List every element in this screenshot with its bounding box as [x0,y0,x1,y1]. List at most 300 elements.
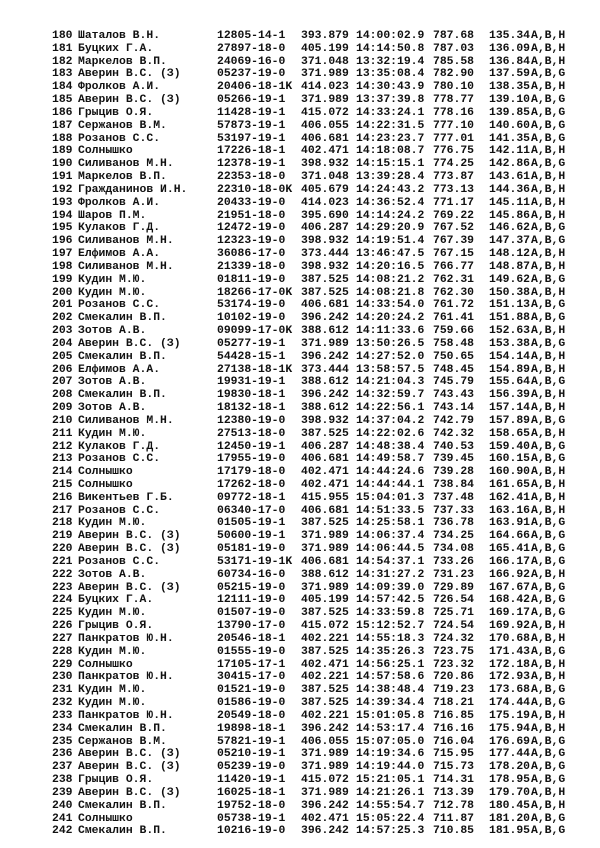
speed-value: 724.54 [433,620,475,633]
speed-value: 737.33 [433,504,475,517]
points-value: 154.14 [489,350,531,363]
fancier-name: Елфимов А.А. [78,248,161,261]
ring-number: 53174-19-0 [217,299,286,312]
distance-km: 371.989 [301,761,349,774]
speed-value: 776.75 [433,145,475,158]
speed-value: 777.10 [433,119,475,132]
group-codes: A,B,G [531,543,566,556]
distance-km: 373.444 [301,363,349,376]
ring-number: 27897-18-0 [217,42,286,55]
points-value: 145.86 [489,209,531,222]
speed-value: 715.95 [433,748,475,761]
points-value: 165.41 [489,543,531,556]
group-codes: A,B,G [531,273,566,286]
distance-km: 371.989 [301,68,349,81]
points-value: 181.95 [489,825,531,838]
result-row [52,351,592,364]
speed-value: 762.30 [433,286,475,299]
points-value: 173.68 [489,684,531,697]
group-codes: A,B,H [531,81,566,94]
speed-value: 711.87 [433,812,475,825]
distance-km: 402.221 [301,709,349,722]
ring-number: 20433-19-0 [217,196,286,209]
distance-km: 396.242 [301,799,349,812]
result-row [52,813,592,826]
results-list [52,30,592,838]
place-number: 203 [52,325,73,338]
result-row [52,428,592,441]
group-codes: A,B,G [531,132,566,145]
points-value: 139.85 [489,106,531,119]
fancier-name: Фролков А.И. [78,81,161,94]
distance-km: 387.525 [301,684,349,697]
points-value: 174.44 [489,697,531,710]
result-row [52,569,592,582]
place-number: 218 [52,517,73,530]
group-codes: A,B,H [531,389,566,402]
fancier-name: Зотов А.В. [78,402,147,415]
result-row [52,543,592,556]
speed-value: 778.16 [433,106,475,119]
speed-value: 773.87 [433,171,475,184]
result-row [52,466,592,479]
fancier-name: Силиванов М.Н. [78,158,174,171]
speed-value: 726.54 [433,594,475,607]
distance-km: 387.525 [301,697,349,710]
result-row [52,56,592,69]
result-row [52,338,592,351]
ring-number: 57821-19-1 [217,735,286,748]
result-row [52,287,592,300]
speed-value: 780.10 [433,81,475,94]
fancier-name: Аверин В.С. (З) [78,761,181,774]
place-number: 198 [52,260,73,273]
points-value: 178.95 [489,774,531,787]
points-value: 172.93 [489,671,531,684]
ring-number: 53197-19-1 [217,132,286,145]
place-number: 180 [52,30,73,42]
ring-number: 27138-18-1K [217,363,293,376]
arrival-time: 14:21:26.1 [356,786,425,799]
fancier-name: Силиванов М.Н. [78,414,174,427]
place-number: 194 [52,209,73,222]
points-value: 148.12 [489,248,531,261]
speed-value: 767.15 [433,248,475,261]
distance-km: 393.879 [301,30,349,42]
points-value: 151.13 [489,299,531,312]
arrival-time: 13:46:47.5 [356,248,425,261]
fancier-name: Грыцив О.Я. [78,106,154,119]
result-row [52,607,592,620]
ring-number: 24069-16-0 [217,55,286,68]
place-number: 187 [52,119,73,132]
result-row [52,633,592,646]
group-codes: A,B,H [531,466,566,479]
points-value: 175.19 [489,709,531,722]
group-codes: A,B,H [531,722,566,735]
points-value: 137.59 [489,68,531,81]
arrival-time: 15:04:01.3 [356,491,425,504]
ring-number: 54428-15-1 [217,350,286,363]
fancier-name: Кудин М.Ю. [78,273,147,286]
speed-value: 742.32 [433,427,475,440]
arrival-time: 14:19:34.6 [356,748,425,761]
fancier-name: Маркелов В.П. [78,171,167,184]
distance-km: 396.242 [301,389,349,402]
distance-km: 402.471 [301,658,349,671]
points-value: 151.88 [489,312,531,325]
group-codes: A,B,H [531,183,566,196]
result-row [52,800,592,813]
fancier-name: Солнышко [78,658,133,671]
points-value: 142.11 [489,145,531,158]
arrival-time: 14:57:58.6 [356,671,425,684]
arrival-time: 14:57:25.3 [356,825,425,838]
result-row [52,312,592,325]
fancier-name: Солнышко [78,478,133,491]
group-codes: A,B,H [531,325,566,338]
fancier-name: Панкратов Ю.Н. [78,671,174,684]
result-row [52,453,592,466]
fancier-name: Аверин В.С. (З) [78,786,181,799]
fancier-name: Смекалин В.П. [78,722,167,735]
fancier-name: Буцких Г.А. [78,594,154,607]
fancier-name: Маркелов В.П. [78,55,167,68]
speed-value: 715.73 [433,761,475,774]
group-codes: A,B,G [531,376,566,389]
place-number: 210 [52,414,73,427]
place-number: 189 [52,145,73,158]
ring-number: 09772-18-1 [217,491,286,504]
place-number: 228 [52,645,73,658]
arrival-time: 14:19:51.4 [356,235,425,248]
ring-number: 21951-18-0 [217,209,286,222]
arrival-time: 15:07:05.0 [356,735,425,748]
place-number: 230 [52,671,73,684]
group-codes: A,B,G [531,697,566,710]
speed-value: 762.31 [433,273,475,286]
arrival-time: 14:57:42.5 [356,594,425,607]
ring-number: 16025-18-1 [217,786,286,799]
speed-value: 787.68 [433,30,475,42]
ring-number: 12323-19-0 [217,235,286,248]
arrival-time: 14:24:43.2 [356,183,425,196]
group-codes: A,B,G [531,414,566,427]
arrival-time: 14:08:21.2 [356,273,425,286]
place-number: 225 [52,607,73,620]
distance-km: 396.242 [301,825,349,838]
distance-km: 388.612 [301,376,349,389]
distance-km: 402.221 [301,632,349,645]
fancier-name: Кудин М.Ю. [78,684,147,697]
result-row [52,659,592,672]
place-number: 209 [52,402,73,415]
arrival-time: 14:19:44.0 [356,761,425,774]
result-row [52,530,592,543]
arrival-time: 14:22:02.6 [356,427,425,440]
ring-number: 17105-17-1 [217,658,286,671]
points-value: 169.17 [489,607,531,620]
place-number: 192 [52,183,73,196]
ring-number: 36086-17-0 [217,248,286,261]
speed-value: 766.77 [433,260,475,273]
fancier-name: Кудин М.Ю. [78,427,147,440]
group-codes: A,B,G [531,530,566,543]
place-number: 201 [52,299,73,312]
ring-number: 27513-18-0 [217,427,286,440]
points-value: 141.35 [489,132,531,145]
result-row [52,825,592,838]
place-number: 205 [52,350,73,363]
place-number: 238 [52,774,73,787]
result-row [52,133,592,146]
place-number: 219 [52,530,73,543]
points-value: 140.60 [489,119,531,132]
fancier-name: Смекалин В.П. [78,312,167,325]
speed-value: 724.32 [433,632,475,645]
result-row [52,235,592,248]
arrival-time: 15:01:05.8 [356,709,425,722]
fancier-name: Аверин В.С. (З) [78,337,181,350]
place-number: 199 [52,273,73,286]
arrival-time: 14:20:24.2 [356,312,425,325]
place-number: 232 [52,697,73,710]
points-value: 139.10 [489,94,531,107]
fancier-name: Розанов С.С. [78,504,161,517]
arrival-time: 14:23:23.7 [356,132,425,145]
points-value: 176.69 [489,735,531,748]
ring-number: 01811-19-0 [217,273,286,286]
fancier-name: Аверин В.С. (З) [78,543,181,556]
group-codes: A,B,H [531,671,566,684]
fancier-name: Буцких Г.А. [78,42,154,55]
distance-km: 371.989 [301,543,349,556]
group-codes: A,B,G [531,453,566,466]
ring-number: 05181-19-0 [217,543,286,556]
group-codes: A,B,G [531,158,566,171]
ring-number: 17262-18-0 [217,478,286,491]
arrival-time: 14:44:24.6 [356,466,425,479]
place-number: 229 [52,658,73,671]
place-number: 214 [52,466,73,479]
ring-number: 05239-19-0 [217,761,286,774]
arrival-time: 14:35:26.3 [356,645,425,658]
group-codes: A,B,H [531,620,566,633]
group-codes: A,B,H [531,402,566,415]
points-value: 167.67 [489,581,531,594]
group-codes: A,B,H [531,658,566,671]
points-value: 177.44 [489,748,531,761]
group-codes: A,B,H [531,260,566,273]
points-value: 168.42 [489,594,531,607]
speed-value: 778.77 [433,94,475,107]
speed-value: 787.03 [433,42,475,55]
points-value: 163.91 [489,517,531,530]
distance-km: 402.221 [301,671,349,684]
fancier-name: Кудин М.Ю. [78,517,147,530]
ring-number: 17179-18-0 [217,466,286,479]
speed-value: 773.13 [433,183,475,196]
result-row [52,761,592,774]
distance-km: 398.932 [301,158,349,171]
fancier-name: Зотов А.В. [78,325,147,338]
result-row [52,517,592,530]
fancier-name: Розанов С.С. [78,555,161,568]
fancier-name: Смекалин В.П. [78,350,167,363]
ring-number: 17226-18-1 [217,145,286,158]
group-codes: A,B,H [531,171,566,184]
fancier-name: Сержанов В.М. [78,735,167,748]
fancier-name: Кудин М.Ю. [78,645,147,658]
arrival-time: 14:27:52.0 [356,350,425,363]
distance-km: 406.055 [301,119,349,132]
ring-number: 60734-16-0 [217,568,286,581]
speed-value: 759.66 [433,325,475,338]
points-value: 144.36 [489,183,531,196]
fancier-name: Елфимов А.А. [78,363,161,376]
arrival-time: 14:09:39.0 [356,581,425,594]
fancier-name: Панкратов Ю.Н. [78,632,174,645]
points-value: 163.16 [489,504,531,517]
place-number: 226 [52,620,73,633]
speed-value: 737.48 [433,491,475,504]
group-codes: A,B,G [531,812,566,825]
place-number: 204 [52,337,73,350]
group-codes: A,B,H [531,478,566,491]
points-value: 149.62 [489,273,531,286]
distance-km: 371.989 [301,337,349,350]
distance-km: 371.989 [301,94,349,107]
place-number: 224 [52,594,73,607]
arrival-time: 14:54:37.1 [356,555,425,568]
arrival-time: 14:39:34.4 [356,697,425,710]
speed-value: 777.01 [433,132,475,145]
arrival-time: 14:48:38.4 [356,440,425,453]
distance-km: 414.023 [301,196,349,209]
result-row [52,325,592,338]
distance-km: 402.471 [301,812,349,825]
points-value: 136.09 [489,42,531,55]
result-row [52,248,592,261]
group-codes: A,B,H [531,30,566,42]
points-value: 150.38 [489,286,531,299]
fancier-name: Аверин В.С. (З) [78,68,181,81]
result-row [52,736,592,749]
result-row [52,197,592,210]
distance-km: 395.690 [301,209,349,222]
distance-km: 406.681 [301,132,349,145]
ring-number: 20546-18-1 [217,632,286,645]
distance-km: 406.681 [301,555,349,568]
fancier-name: Солнышко [78,466,133,479]
points-value: 146.62 [489,222,531,235]
group-codes: A,B,H [531,786,566,799]
points-value: 157.14 [489,402,531,415]
distance-km: 398.932 [301,260,349,273]
fancier-name: Панкратов Ю.Н. [78,709,174,722]
place-number: 215 [52,478,73,491]
group-codes: A,B,H [531,55,566,68]
fancier-name: Розанов С.С. [78,299,161,312]
speed-value: 745.79 [433,376,475,389]
distance-km: 388.612 [301,568,349,581]
speed-value: 716.85 [433,709,475,722]
points-value: 159.40 [489,440,531,453]
group-codes: A,B,G [531,517,566,530]
speed-value: 742.79 [433,414,475,427]
distance-km: 387.525 [301,273,349,286]
distance-km: 398.932 [301,235,349,248]
place-number: 207 [52,376,73,389]
result-row [52,364,592,377]
place-number: 217 [52,504,73,517]
result-row [52,620,592,633]
fancier-name: Силиванов М.Н. [78,260,174,273]
arrival-time: 14:15:15.1 [356,158,425,171]
group-codes: A,B,G [531,222,566,235]
place-number: 202 [52,312,73,325]
speed-value: 767.52 [433,222,475,235]
points-value: 171.43 [489,645,531,658]
speed-value: 739.45 [433,453,475,466]
distance-km: 406.055 [301,735,349,748]
distance-km: 398.932 [301,414,349,427]
result-row [52,441,592,454]
ring-number: 30415-17-0 [217,671,286,684]
place-number: 190 [52,158,73,171]
fancier-name: Сержанов В.М. [78,119,167,132]
speed-value: 723.75 [433,645,475,658]
speed-value: 769.22 [433,209,475,222]
distance-km: 371.989 [301,748,349,761]
group-codes: A,B,H [531,632,566,645]
speed-value: 725.71 [433,607,475,620]
ring-number: 22310-18-0K [217,183,293,196]
speed-value: 718.21 [433,697,475,710]
ring-number: 05210-19-1 [217,748,286,761]
result-row [52,646,592,659]
distance-km: 388.612 [301,325,349,338]
ring-number: 12378-19-1 [217,158,286,171]
ring-number: 12472-19-0 [217,222,286,235]
speed-value: 767.39 [433,235,475,248]
distance-km: 406.681 [301,299,349,312]
fancier-name: Силиванов М.Н. [78,235,174,248]
points-value: 161.65 [489,478,531,491]
points-value: 162.41 [489,491,531,504]
place-number: 220 [52,543,73,556]
distance-km: 415.955 [301,491,349,504]
distance-km: 402.471 [301,466,349,479]
result-row [52,594,592,607]
speed-value: 729.89 [433,581,475,594]
points-value: 181.20 [489,812,531,825]
points-value: 180.45 [489,799,531,812]
speed-value: 782.90 [433,68,475,81]
arrival-time: 14:32:59.7 [356,389,425,402]
distance-km: 402.471 [301,478,349,491]
points-value: 155.64 [489,376,531,389]
ring-number: 57873-19-1 [217,119,286,132]
ring-number: 21339-18-0 [217,260,286,273]
place-number: 223 [52,581,73,594]
fancier-name: Гражданинов И.Н. [78,183,188,196]
group-codes: A,B,G [531,119,566,132]
ring-number: 12450-19-1 [217,440,286,453]
points-value: 172.18 [489,658,531,671]
points-value: 169.92 [489,620,531,633]
group-codes: A,B,G [531,825,566,838]
